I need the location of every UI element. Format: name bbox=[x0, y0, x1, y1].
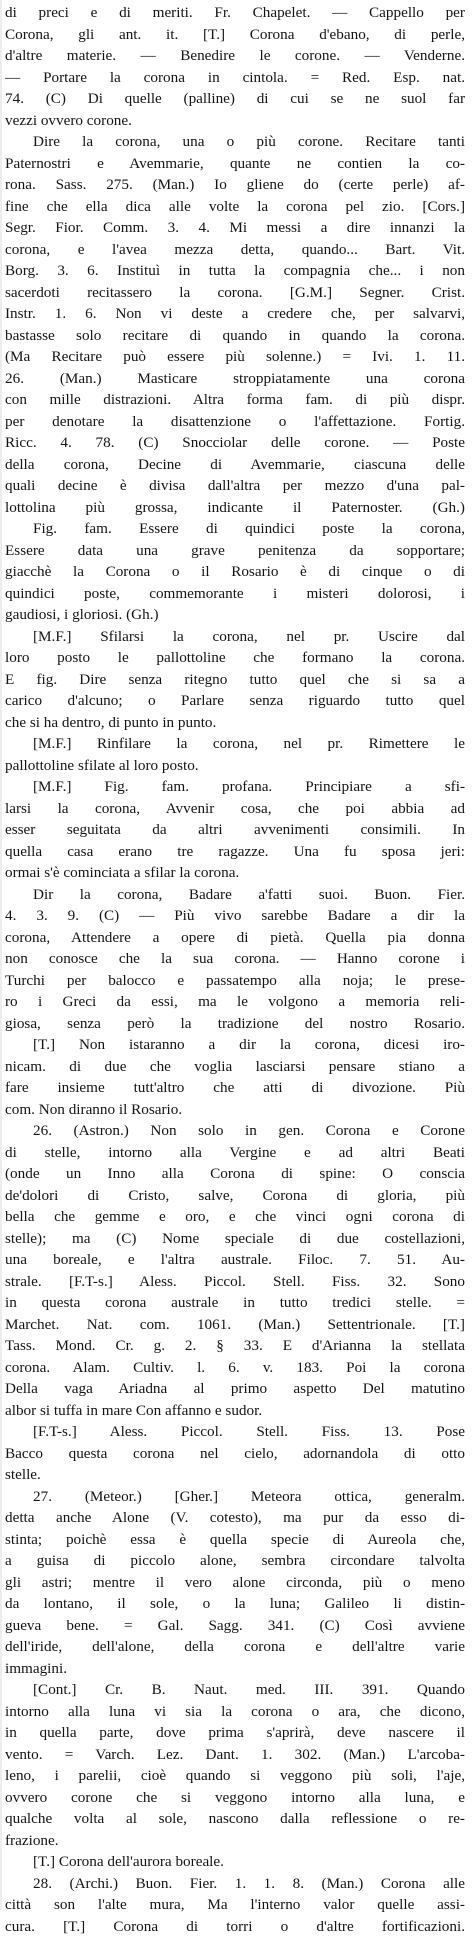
text-line: in quella parte, dove prima s'aprirà, deve nascere il bbox=[5, 1722, 465, 1744]
text-line: 26. (Man.) Masticare stroppiatamente una corona bbox=[5, 368, 465, 390]
text-line: stinta; poichè essa è quella specie di Aureola che, bbox=[5, 1529, 465, 1551]
text-line: leno, i parelii, cioè quando si veggono più soli, l'aje, bbox=[5, 1765, 465, 1787]
text-line: lottolina più grossa, indicante il Paternoster. (Gh.) bbox=[5, 497, 465, 519]
text-line: [M.F.] Sfilarsi la corona, nel pr. Uscire dal bbox=[5, 626, 465, 648]
text-line: Fig. fam. Essere di quindici poste la corona, bbox=[5, 518, 465, 540]
text-line: 74. (C) Di quelle (palline) di cui se ne suol far bbox=[5, 88, 465, 110]
text-line: Bacco questa corona nel cielo, adornandola di otto bbox=[5, 1443, 465, 1465]
text-line: larsi la corona, Avvenir cosa, che poi abbia ad bbox=[5, 798, 465, 820]
text-line: [T.] Corona dell'aurora boreale. bbox=[5, 1851, 465, 1873]
text-line: carico d'alcuno; o Parlare senza riguardo tutto quel bbox=[5, 690, 465, 712]
text-line: ro i Greci da essi, ma le volgono a memoria reli- bbox=[5, 991, 465, 1013]
text-line: albor si tuffa in mare Con affanno e sudor. bbox=[5, 1400, 465, 1422]
text-line: corona, Attendere a opere di pietà. Quella pia donna bbox=[5, 927, 465, 949]
text-line: bella che gemme e oro, e che vinci ogni corona di bbox=[5, 1206, 465, 1228]
text-line: da lontano, il sole, o la luna; Galileo li distin- bbox=[5, 1593, 465, 1615]
text-line: stelle); ma (C) Nome speciale di due costellazioni, bbox=[5, 1228, 465, 1250]
text-line: vento. = Varch. Lez. Dant. 1. 302. (Man.) L'arcoba- bbox=[5, 1744, 465, 1766]
text-line: [M.F.] Fig. fam. profana. Principiare a sfi- bbox=[5, 776, 465, 798]
text-line: d'altre materie. — Benedire le corone. — Venderne. bbox=[5, 45, 465, 67]
text-line: [Cont.] Cr. B. Naut. med. III. 391. Quando bbox=[5, 1679, 465, 1701]
text-line: che si ha dentro, di punto in punto. bbox=[5, 712, 465, 734]
dictionary-page bbox=[5, 0, 465, 1937]
text-line: Dire la corona, una o più corone. Recitare tanti bbox=[5, 131, 465, 153]
text-line: — Portare la corona in cintola. = Red. Esp. nat. bbox=[5, 67, 465, 89]
text-line: ormai s'è cominciata a sfilar la corona. bbox=[5, 862, 465, 884]
text-line: cura. [T.] Corona di torri o d'altre fortificazioni. bbox=[5, 1916, 465, 1937]
text-line: bastasse solo recitare di quando in quando la corona. bbox=[5, 325, 465, 347]
text-line: E fig. Dire senza ritegno tutto quel che si sa a bbox=[5, 669, 465, 691]
text-line: strale. [F.T-s.] Aless. Piccol. Stell. Fiss. 32. Sono bbox=[5, 1271, 465, 1293]
text-line: [M.F.] Rinfilare la corona, nel pr. Rimettere le bbox=[5, 733, 465, 755]
text-line: intorno alla luna vi sia la corona o ara, che dicono, bbox=[5, 1701, 465, 1723]
text-line: corona, e l'avea mezza detta, quando... Bart. Vit. bbox=[5, 239, 465, 261]
text-line: (Ma Recitare può essere più solenne.) = Ivi. 1. 11. bbox=[5, 346, 465, 368]
text-line: vezzi ovvero corone. bbox=[5, 110, 465, 132]
text-line: giosa, senza però la tradizione del nostro Rosario. bbox=[5, 1013, 465, 1035]
text-line: corona. Alam. Cultiv. l. 6. v. 183. Poi la corona bbox=[5, 1357, 465, 1379]
text-line: 28. (Archi.) Buon. Fier. 1. 1. 8. (Man.) Corona alle bbox=[5, 1873, 465, 1895]
text-line: Turchi per balocco e passatempo alla noja; le prese- bbox=[5, 970, 465, 992]
text-line: [F.T-s.] Aless. Piccol. Stell. Fiss. 13. Pose bbox=[5, 1421, 465, 1443]
text-line: frazione. bbox=[5, 1830, 465, 1852]
text-line: nicam. di due che voglia lasciarsi pensare stiano a bbox=[5, 1056, 465, 1078]
text-line: Instr. 1. 6. Non vi deste a credere che, per salvarvi, bbox=[5, 303, 465, 325]
text-line: sacerdoti recitassero la corona. [G.M.] Segner. Crist. bbox=[5, 282, 465, 304]
text-line: a guisa di piccolo alone, sembra circondare talvolta bbox=[5, 1550, 465, 1572]
text-line: Corona, gli ant. it. [T.] Corona d'ebano, di perle, bbox=[5, 24, 465, 46]
text-line: di stelle, intorno alla Vergine e ad altri Beati bbox=[5, 1142, 465, 1164]
text-line: gueva bene. = Gal. Sagg. 341. (C) Così avviene bbox=[5, 1615, 465, 1637]
text-line: gli astri; mentre il vero alone circonda, più o meno bbox=[5, 1572, 465, 1594]
text-line: ovvero corone che si veggono intorno alla luna, e bbox=[5, 1787, 465, 1809]
text-line: non conosce che la sua corona. — Hanno corone i bbox=[5, 948, 465, 970]
text-line: Paternostri e Avemmarie, quante ne contien la co- bbox=[5, 153, 465, 175]
text-line: fine che ella dica alle volte la corona pel zio. [Cors.] bbox=[5, 196, 465, 218]
text-line: Marchet. Nat. com. 1061. (Man.) Settentrionale. [T.] bbox=[5, 1314, 465, 1336]
text-line: 4. 3. 9. (C) — Più vivo sarebbe Badare a dir la bbox=[5, 905, 465, 927]
text-line: quella casa erano tre ragazze. Una fu sposa jeri: bbox=[5, 841, 465, 863]
text-line: Dir la corona, Badare a'fatti suoi. Buon. Fier. bbox=[5, 884, 465, 906]
text-line: di preci e di meriti. Fr. Chapelet. — Cappello per bbox=[5, 2, 465, 24]
text-line: Segr. Fior. Comm. 3. 4. Mi messi a dire innanzi la bbox=[5, 217, 465, 239]
text-line: gaudiosi, i gloriosi. (Gh.) bbox=[5, 604, 465, 626]
text-line: per denotare la disattenzione o l'affettazione. Fortig. bbox=[5, 411, 465, 433]
text-line: esser seguitata da altri avvenimenti consimili. In bbox=[5, 819, 465, 841]
text-line: qualche volta al sole, nascono dalla reflessione o re- bbox=[5, 1808, 465, 1830]
text-line: giacchè la Corona o il Rosario è di cinque o di bbox=[5, 561, 465, 583]
text-line: quali decine è divisa dall'altra per mezzo d'una pal- bbox=[5, 475, 465, 497]
text-line: Essere data una grave penitenza da sopportare; bbox=[5, 540, 465, 562]
text-line: rona. Sass. 275. (Man.) Io gliene do (certe perle) af- bbox=[5, 174, 465, 196]
text-line: una boreale, e l'altra australe. Filoc. 7. 51. Au- bbox=[5, 1249, 465, 1271]
text-line: de'dolori di Cristo, salve, Corona di gloria, più bbox=[5, 1185, 465, 1207]
text-line: stelle. bbox=[5, 1464, 465, 1486]
text-line: (onde un Inno alla Corona di spine: O conscia bbox=[5, 1163, 465, 1185]
text-line: della corona, Decine di Avemmarie, ciascuna delle bbox=[5, 454, 465, 476]
text-line: loro posto le pallottoline che formano la corona. bbox=[5, 647, 465, 669]
text-line: 26. (Astron.) Non solo in gen. Corona e Corone bbox=[5, 1120, 465, 1142]
text-line: pallottoline sfilate al loro posto. bbox=[5, 755, 465, 777]
page-edge-shadow bbox=[0, 0, 2, 1910]
text-line: in questa corona australe in tutto tredici stelle. = bbox=[5, 1292, 465, 1314]
text-line: Ricc. 4. 78. (C) Snocciolar delle corone. — Poste bbox=[5, 432, 465, 454]
text-line: con mille distrazioni. Altra forma fam. di più dispr. bbox=[5, 389, 465, 411]
text-line: fare insieme tutt'altro che atti di divozione. Più bbox=[5, 1077, 465, 1099]
text-line: com. Non diranno il Rosario. bbox=[5, 1099, 465, 1121]
text-line: Tass. Mond. Cr. g. 2. § 33. E d'Arianna la stellata bbox=[5, 1335, 465, 1357]
text-line: Borg. 3. 6. Instituì in tutta la compagnia che... i non bbox=[5, 260, 465, 282]
text-line: Della vaga Ariadna al primo aspetto Del matutino bbox=[5, 1378, 465, 1400]
text-line: città son l'alte mura, Ma l'interno valor quelle assi- bbox=[5, 1894, 465, 1916]
text-line: quindici poste, commemorante i misteri dolorosi, i bbox=[5, 583, 465, 605]
text-line: immagini. bbox=[5, 1658, 465, 1680]
text-line: dell'iride, dell'alone, della corona e dell'altre varie bbox=[5, 1636, 465, 1658]
text-line: 27. (Meteor.) [Gher.] Meteora ottica, generalm. bbox=[5, 1486, 465, 1508]
text-line: detta anche Alone (V. cotesto), ma pur da esso di- bbox=[5, 1507, 465, 1529]
text-line: [T.] Non istaranno a dir la corona, dicesi iro- bbox=[5, 1034, 465, 1056]
